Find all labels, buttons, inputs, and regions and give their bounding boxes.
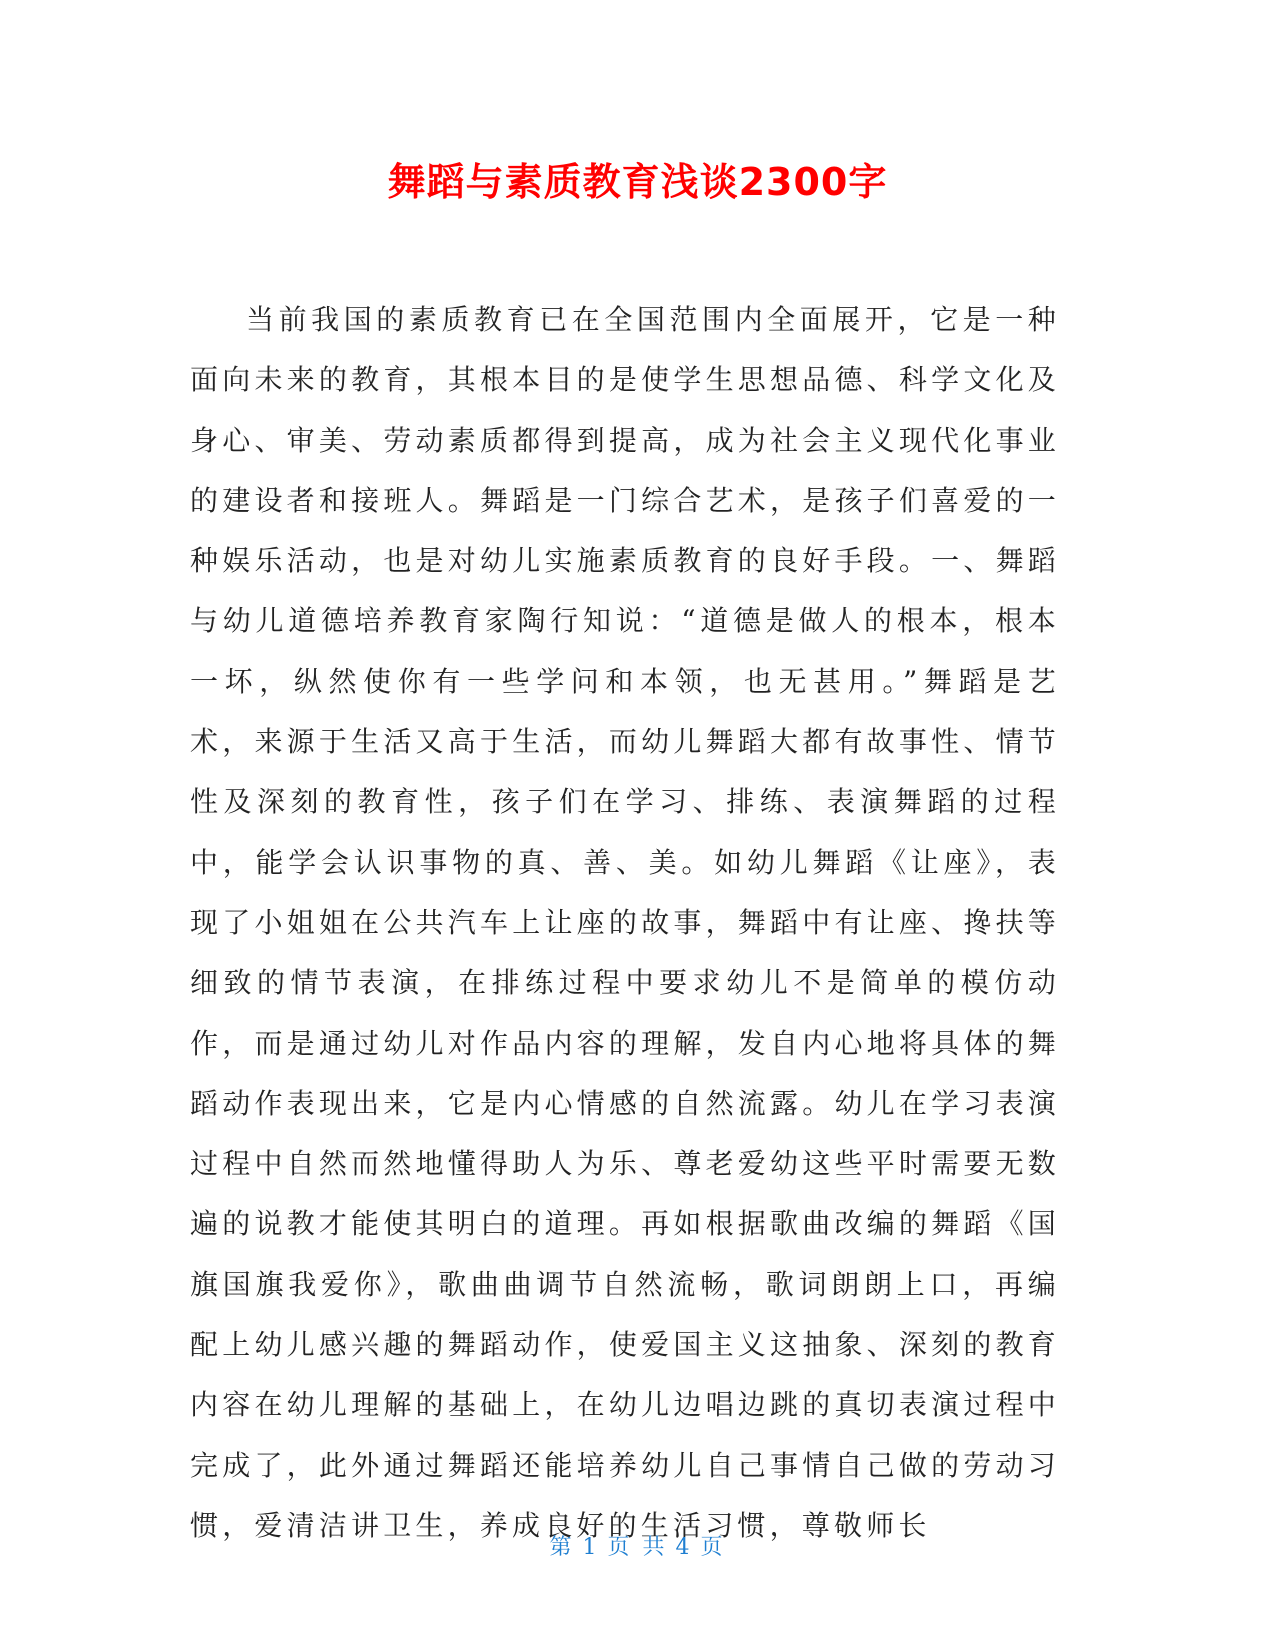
document-title: 舞蹈与素质教育浅谈2300字 <box>387 160 888 204</box>
page-footer <box>0 1530 1275 1561</box>
document-body: 当前我国的素质教育已在全国范围内全面展开，它是一种面向未来的教育，其根本目的是使学生思想品德、科学文化及身心、审美、劳动素质都得到提高，成为社会主义现代化事业的建设者和接班人。舞蹈是一门综合艺术，是孩子们喜爱的一种娱乐活动，也是对幼儿实施素质教育的良好手段。一、舞蹈与幼儿道德培养教育家陶行知说：“道德是做人的根本，根本一坏，纵然使你有一些学问和本领，也无甚用。”舞蹈是艺术，来源于生活又高于生活，而幼儿舞蹈大都有故事性、情节性及深刻的教育性，孩子们在学习、排练、表演舞蹈的过程中，能学会认识事物的真、善、美。如幼儿舞蹈《让座》，表现了小姐姐在公共汽车上让座的故事，舞蹈中有让座、搀扶等细致的情节表演，在排练过程中要求幼儿不是简单的模仿动作，而是通过幼儿对作品内容的理解，发自内心地将具体的舞蹈动作表现出来，它是内心情感的自然流露。幼儿在学习表演过程中自然而然地懂得助人为乐、尊老爱幼这些平时需要无数遍的说教才能使其明白的道理。再如根据歌曲改编的舞蹈《国旗国旗我爱你》，歌曲曲调节自然流畅，歌词朗朗上口，再编配上幼儿感兴趣的舞蹈动作，使爱国主义这抽象、深刻的教育内容在幼儿理解的基础上，在幼儿边唱边跳的真切表演过程中完成了，此外通过舞蹈还能培养幼儿自己事情自己做的劳动习惯，爱清洁讲卫生，养成良好的生活习惯，尊敬师长 <box>190 303 1060 1542</box>
footer-prefix: 第 <box>549 1535 575 1560</box>
footer-middle: 页 共 <box>607 1535 668 1560</box>
footer-total-pages: 4 <box>675 1535 693 1560</box>
footer-current-page: 1 <box>582 1535 600 1560</box>
footer-suffix: 页 <box>700 1535 726 1560</box>
